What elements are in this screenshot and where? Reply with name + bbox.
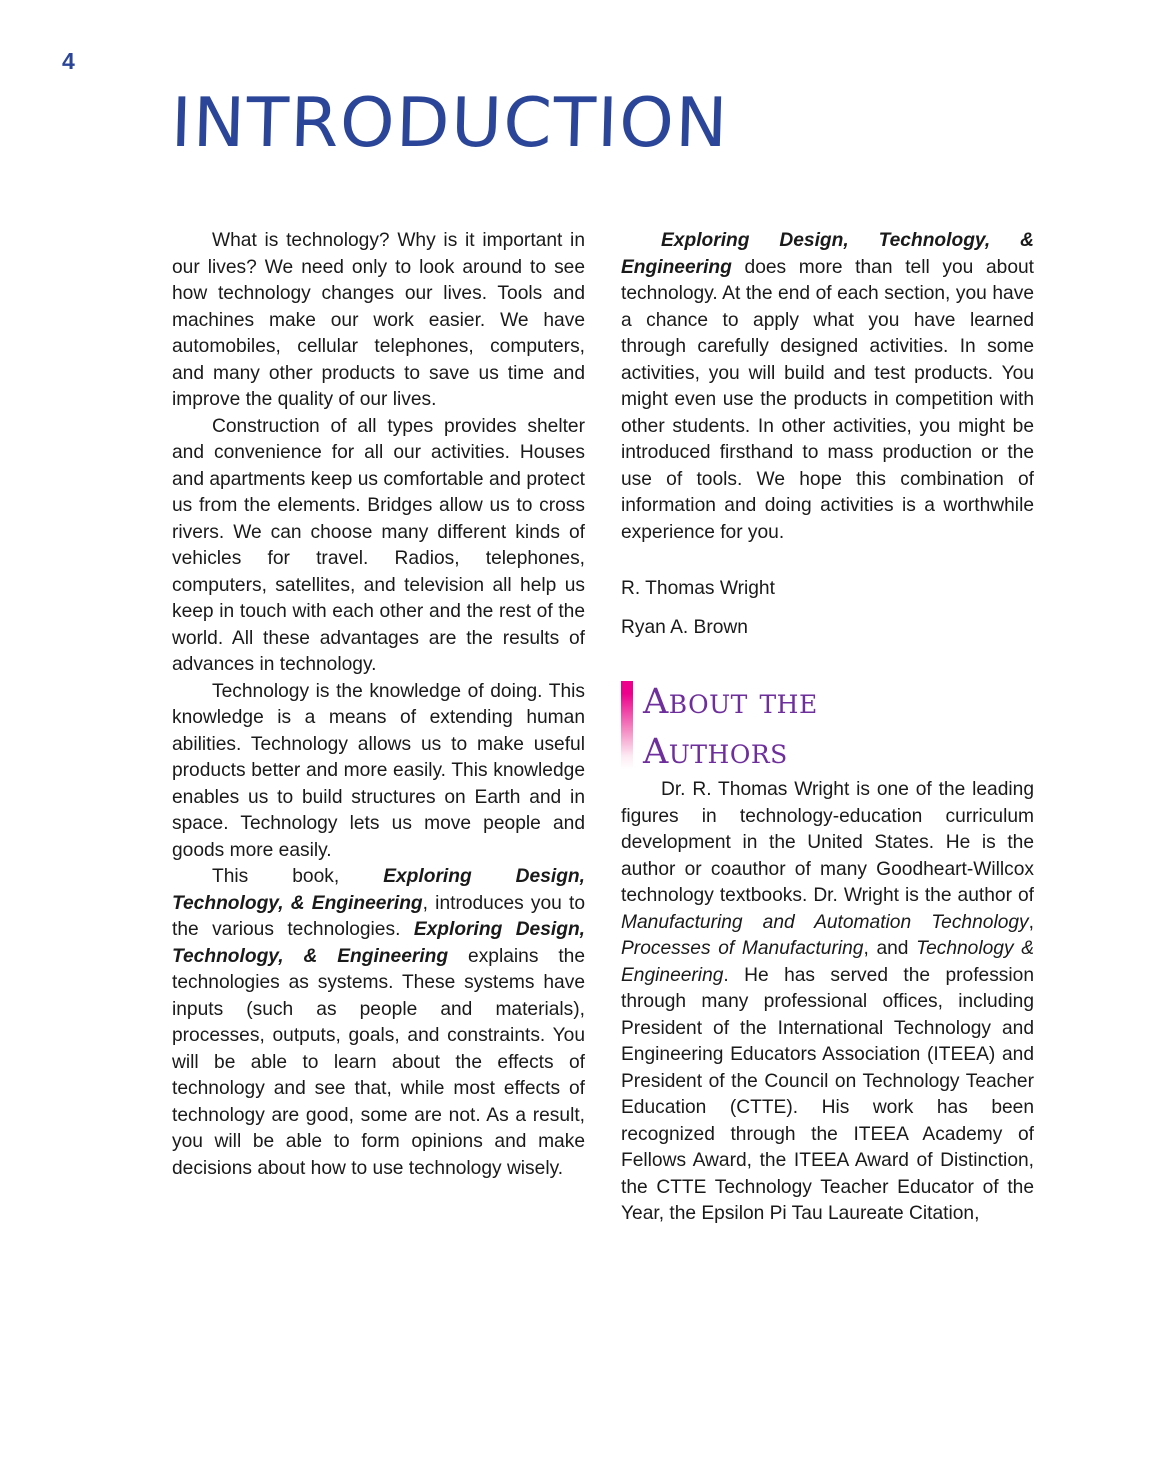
book-overview-tail: does more than tell you about technology. At the end of each section, you have a chance to apply what you have learned through carefully designed activities. In some activities, you will build and test products. You might even use the products in competition with other students. In other activities, you might be introduced firsthand to mass production or the use of tools. We hope this combination of information and doing activities is a worthwhile experience for you. [621, 256, 1034, 543]
accent-bar-icon [621, 681, 633, 769]
book-paragraph-tail: explains the technologies as systems. These systems have inputs (such as people and materials), processes, outputs, goals, and constraints. You will be able to learn about the effects of technology and see that, while most effects of technology are good, some are not. As a result, you will be able to form opinions and make decisions about how to use technology wisely. [172, 945, 586, 1179]
book-title-reference-2: Exploring Design, Technology, & Engineering [172, 919, 585, 967]
left-column [172, 228, 585, 1182]
paragraph-book-description [172, 864, 585, 1182]
paragraph-author-bio [621, 777, 1034, 1228]
signature-author-1: R. Thomas Wright [621, 578, 775, 599]
book-paragraph-middle: , introduces you to the various technologies. [172, 892, 586, 940]
right-column [621, 228, 1034, 1228]
page-number: 4 [62, 48, 75, 74]
book-title-reference-1: Exploring Design, Technology, & Engineering [172, 866, 585, 914]
author-book-title-3: Technology & Engineering [621, 938, 1034, 986]
paragraph-intro-2: Construction of all types provides shelter and convenience for all our activities. Houses and apartments keep us comfortable and protect us from the elements. Bridges allow us to cross rivers. We can choose many different kinds of vehicles for travel. Radios, telephones, computers, satellites, and television all help us keep in touch with each other and the rest of the world. All these advantages are the results of advances in technology. [172, 415, 585, 675]
author-signatures [621, 576, 1034, 641]
author-bio-lead: Dr. R. Thomas Wright is one of the leading figures in technology-education curriculum development in the United States. He is the author or coauthor of many Goodheart-Willcox technology textbooks. Dr. Wright is the author of [621, 779, 1034, 906]
paragraph-book-overview [621, 228, 1034, 546]
book-paragraph-lead: This book, [212, 866, 384, 887]
page-title: INTRODUCTION [169, 84, 730, 163]
author-bio-tail: . He has served the profession through many professional offices, including President of the International Technology and Engineering Educators Association (ITEEA) and President of the Council on Technology Teacher Education (CTTE). His work has been recognized through the ITEEA Academy of Fellows Award, the ITEEA Award of Distinction, the CTTE Technology Teacher Educator of the Year, the Epsilon Pi Tau Laureate Citation, [621, 964, 1034, 1224]
section-heading-about-the-authors [621, 677, 1034, 777]
author-book-title-1: Manufacturing and Automation Technology [621, 911, 1029, 933]
author-book-title-2: Processes of Manufacturing [621, 938, 864, 959]
paragraph-intro-1: What is technology? Why is it important in our lives? We need only to look around to see how technology changes our lives. Tools and machines make our work easier. We have automobiles, cellular telephones, computers, and many other products to save us time and improve the quality of our lives. [172, 230, 585, 410]
signature-author-2: Ryan A. Brown [621, 616, 748, 638]
paragraph-intro-3: Technology is the knowledge of doing. This knowledge is a means of extending human abilities. Technology allows us to make useful products better and more easily. This knowledge enables us to build structures on Earth and in space. Technology lets us move people and goods more easily. [172, 680, 585, 861]
section-heading-text [643, 677, 1034, 777]
section-heading-line-1: About the [643, 682, 818, 722]
section-heading-line-2: Authors [643, 732, 788, 772]
author-bio-sep-2: , and [863, 938, 917, 959]
author-bio-sep-1: , [1028, 911, 1034, 933]
book-title-reference-3: Exploring Design, Technology, & Engineering [621, 230, 1034, 278]
